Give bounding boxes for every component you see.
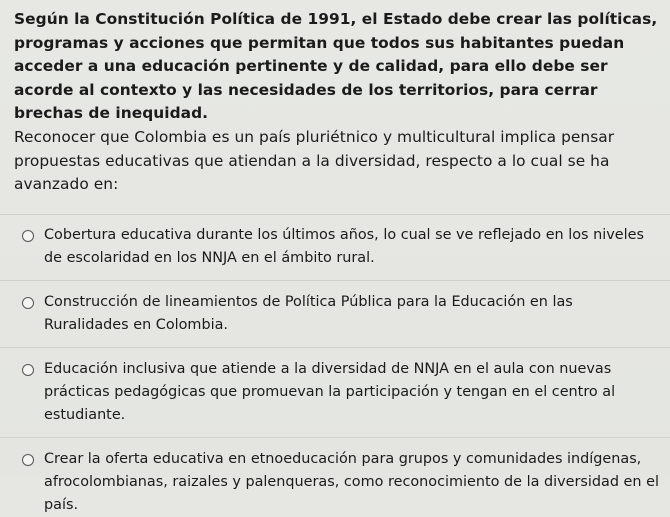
question-stem: [14, 8, 660, 197]
divider: [0, 214, 670, 215]
answer-option-4[interactable]: [0, 448, 670, 517]
divider: [0, 280, 670, 281]
answer-option-2[interactable]: [0, 291, 670, 337]
radio-button-icon[interactable]: [22, 364, 34, 376]
answer-option-label: Educación inclusiva que atiende a la diversidad de NNJA en el aula con nuevas prácticas pedagógicas que promuevan la participación y tengan en el centro al estudiante.: [44, 361, 616, 423]
answer-option-1[interactable]: [0, 224, 670, 270]
answer-option-label: Cobertura educativa durante los últimos años, lo cual se ve reflejado en los niveles de escolaridad en los NNJA en el ámbito rural.: [44, 227, 644, 266]
question-context-text: Según la Constitución Política de 1991, el Estado debe crear las políticas, programas y acciones que permitan que todos sus habitantes puedan acceder a una educación pertinente y de calidad, para ello debe ser acorde al contexto y las necesidades de los territorios, para cerrar brechas de inequidad.: [14, 10, 658, 123]
answer-option-label: Construcción de lineamientos de Política Pública para la Educación en las Ruralidades en Colombia.: [44, 294, 573, 333]
radio-button-icon[interactable]: [22, 230, 34, 242]
question-prompt-text: Reconocer que Colombia es un país pluriétnico y multicultural implica pensar propuestas educativas que atiendan a la diversidad, respecto a lo cual se ha avanzado en:: [14, 127, 615, 194]
answer-option-label: Crear la oferta educativa en etnoeducación para grupos y comunidades indígenas, afrocolombianas, raizales y palenqueras, como reconocimiento de la diversidad en el país.: [44, 451, 659, 513]
answer-options: [0, 224, 670, 517]
divider: [0, 347, 670, 348]
answer-option-3[interactable]: [0, 358, 670, 427]
divider: [0, 437, 670, 438]
radio-button-icon[interactable]: [22, 454, 34, 466]
radio-button-icon[interactable]: [22, 297, 34, 309]
